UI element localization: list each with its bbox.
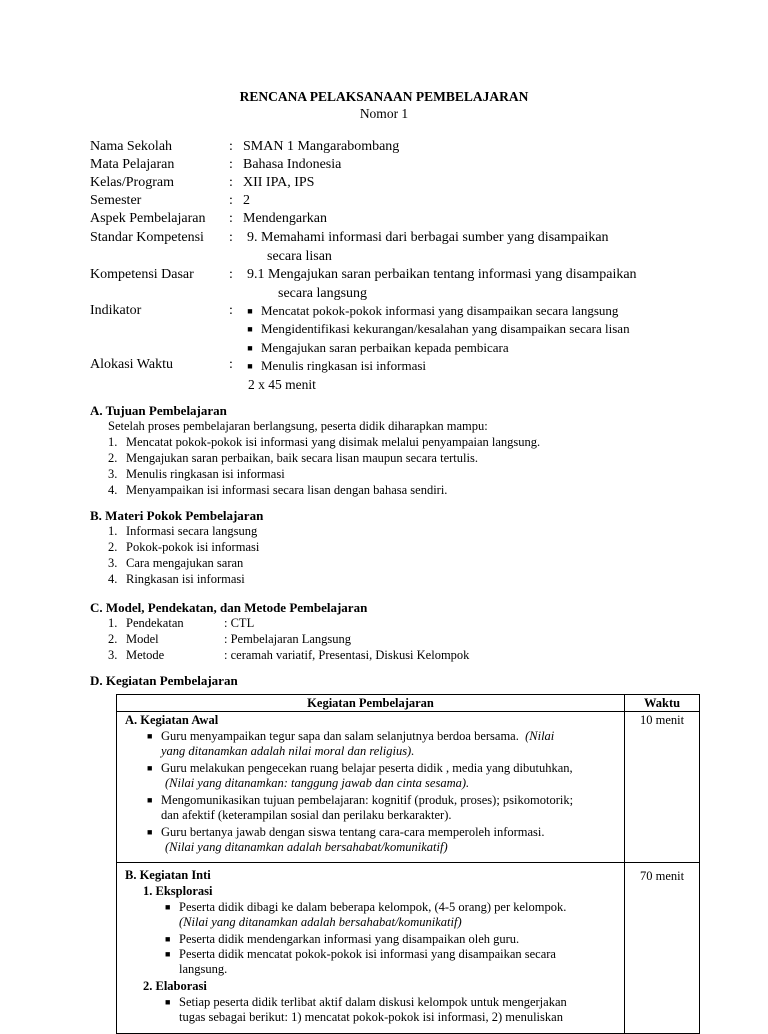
- list-item: 1. Pendekatan : CTL: [108, 616, 255, 630]
- time-cell: 70 menit: [625, 863, 700, 1034]
- activity-title: B. Kegiatan Inti: [125, 868, 211, 882]
- colon: :: [229, 139, 233, 154]
- bullet-icon: ■: [165, 949, 171, 959]
- bullet-icon: ■: [147, 731, 153, 741]
- activity-item: ■ Mengomunikasikan tujuan pembelajaran: kognitif (produk, proses); psikomotorik; dan afektif (keterampilan sosial dan perilaku berkarakter).: [147, 793, 574, 822]
- activity-subtitle: 1. Eksplorasi: [143, 884, 213, 898]
- bullet-icon: ■: [247, 361, 253, 371]
- alokasi-value: 2 x 45 menit: [248, 377, 316, 392]
- field-label: Nama Sekolah: [90, 139, 173, 154]
- indicator-item: ■ Menulis ringkasan isi informasi: [243, 357, 426, 375]
- section-heading: C. Model, Pendekatan, dan Metode Pembelajaran: [90, 600, 368, 615]
- list-item: 2. Mengajukan saran perbaikan, baik secara lisan maupun secara tertulis.: [108, 451, 478, 465]
- section-heading: A. Tujuan Pembelajaran: [90, 403, 227, 418]
- field-value: 9.1 Mengajukan saran perbaikan tentang informasi yang disampaikan: [247, 267, 637, 282]
- activity-table: [116, 694, 700, 1034]
- time-cell: 10 menit: [625, 712, 700, 863]
- indicator-item: ■ Mencatat pokok-pokok informasi yang disampaikan secara langsung: [243, 302, 618, 320]
- field-label: Mata Pelajaran: [90, 157, 175, 172]
- activity-item: ■ Guru melakukan pengecekan ruang belajar peserta didik , media yang dibutuhkan, (Nilai yang ditanamkan: tanggung jawab dan cinta sesama).: [147, 761, 573, 790]
- table-header-kegiatan: Kegiatan Pembelajaran: [117, 695, 625, 712]
- bullet-icon: ■: [247, 306, 253, 316]
- bullet-icon: ■: [147, 795, 153, 805]
- field-value: XII IPA, IPS: [243, 175, 315, 190]
- table-row: [117, 712, 700, 863]
- list-item: 2. Pokok-pokok isi informasi: [108, 540, 260, 554]
- table-row: [117, 863, 700, 1034]
- indicator-item: ■ Mengidentifikasi kekurangan/kesalahan yang disampaikan secara lisan: [243, 320, 630, 338]
- section-intro: Setelah proses pembelajaran berlangsung, peserta didik diharapkan mampu:: [108, 419, 488, 433]
- bullet-icon: ■: [147, 827, 153, 837]
- bullet-icon: ■: [147, 763, 153, 773]
- activity-subtitle: 2. Elaborasi: [143, 979, 207, 993]
- document-number: Nomor 1: [359, 106, 409, 121]
- bullet-icon: ■: [247, 324, 253, 334]
- field-value: 2: [243, 193, 250, 208]
- document-title: RENCANA PELAKSANAAN PEMBELAJARAN: [239, 89, 529, 104]
- bullet-icon: ■: [165, 997, 171, 1007]
- field-value: Bahasa Indonesia: [243, 157, 342, 172]
- list-item: 1. Informasi secara langsung: [108, 524, 258, 538]
- activity-cell: [117, 712, 625, 863]
- bullet-icon: ■: [165, 902, 171, 912]
- field-value: SMAN 1 Mangarabombang: [243, 139, 400, 154]
- colon: :: [229, 267, 233, 282]
- colon: :: [229, 175, 233, 190]
- field-label: Aspek Pembelajaran: [90, 211, 206, 226]
- activity-item: ■ Peserta didik mendengarkan informasi yang disampaikan oleh guru.: [165, 932, 520, 946]
- activity-cell: [117, 863, 625, 1034]
- activity-item: ■ Peserta didik dibagi ke dalam beberapa kelompok, (4-5 orang) per kelompok. (Nilai yang ditanamkan adalah bersahabat/komunikatif): [165, 900, 567, 929]
- list-item: 3. Menulis ringkasan isi informasi: [108, 467, 285, 481]
- activity-item: ■ Guru bertanya jawab dengan siswa tentang cara-cara memperoleh informasi. (Nilai yang ditanamkan adalah bersahabat/komunikatif): [147, 825, 545, 854]
- field-label: Kelas/Program: [90, 175, 174, 190]
- field-label: Kompetensi Dasar: [90, 267, 194, 282]
- list-item: 4. Ringkasan isi informasi: [108, 572, 245, 586]
- field-value: Mendengarkan: [243, 211, 327, 226]
- colon: :: [229, 211, 233, 226]
- list-item: 3. Cara mengajukan saran: [108, 556, 244, 570]
- colon: :: [229, 357, 233, 372]
- section-heading: B. Materi Pokok Pembelajaran: [90, 508, 264, 523]
- list-item: 4. Menyampaikan isi informasi secara lisan dengan bahasa sendiri.: [108, 483, 448, 497]
- table-header-waktu: Waktu: [625, 695, 700, 712]
- colon: :: [229, 193, 233, 208]
- field-label: Semester: [90, 193, 142, 208]
- field-label: Alokasi Waktu: [90, 357, 173, 372]
- activity-item: ■ Peserta didik mencatat pokok-pokok isi informasi yang disampaikan secara langsung.: [165, 947, 556, 976]
- list-item: 3. Metode : ceramah variatif, Presentasi, Diskusi Kelompok: [108, 648, 470, 662]
- field-value-cont: secara lisan: [267, 249, 332, 264]
- field-value-cont: secara langsung: [278, 286, 368, 301]
- table-header-row: [117, 695, 700, 712]
- list-item: 1. Mencatat pokok-pokok isi informasi yang disimak melalui penyampaian langsung.: [108, 435, 541, 449]
- colon: :: [229, 157, 233, 172]
- section-heading: D. Kegiatan Pembelajaran: [90, 673, 238, 688]
- activity-item: ■ Setiap peserta didik terlibat aktif dalam diskusi kelompok untuk mengerjakan tugas sebagai berikut: 1) mencatat pokok-pokok isi informasi, 2) menuliskan: [165, 995, 567, 1024]
- field-value: 9. Memahami informasi dari berbagai sumber yang disampaikan: [247, 230, 609, 245]
- activity-title: A. Kegiatan Awal: [125, 713, 219, 727]
- colon: :: [229, 303, 233, 318]
- bullet-icon: ■: [247, 343, 253, 353]
- list-item: 2. Model : Pembelajaran Langsung: [108, 632, 352, 646]
- indicator-item: ■ Mengajukan saran perbaikan kepada pembicara: [243, 339, 509, 357]
- field-label: Standar Kompetensi: [90, 230, 204, 245]
- field-label: Indikator: [90, 303, 142, 318]
- bullet-icon: ■: [165, 934, 171, 944]
- colon: :: [229, 230, 233, 245]
- activity-item: ■ Guru menyampaikan tegur sapa dan salam selanjutnya berdoa bersama. (Nilai yang ditanamkan adalah nilai moral dan religius).: [147, 729, 555, 758]
